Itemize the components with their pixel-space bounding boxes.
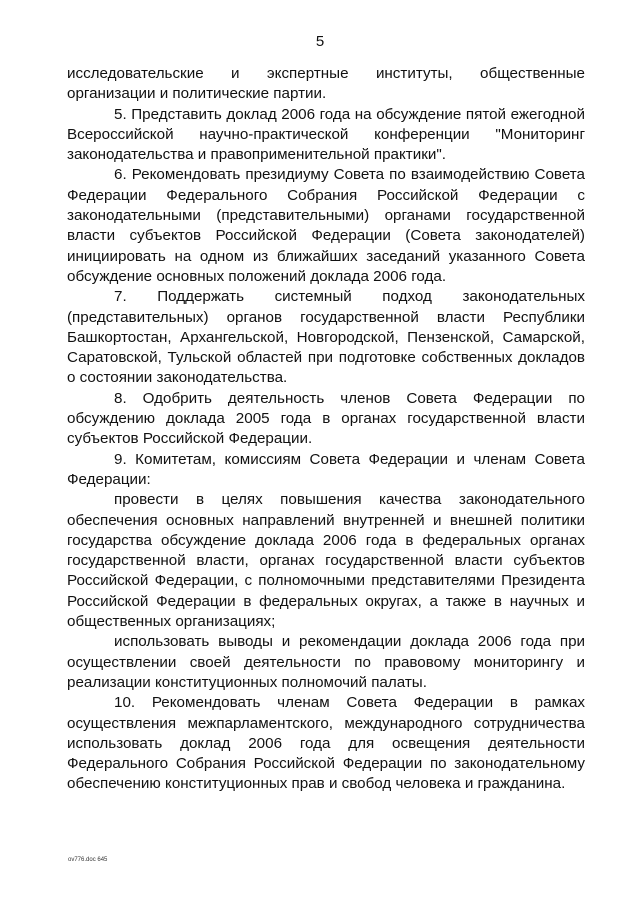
paragraph-item-10: 10. Рекомендовать членам Совета Федерации в рамках осуществления межпарламентского, международного сотрудничества использовать доклад 2006 года для освещения деятельности Федерального Собрания Российской Федерации по законодательному обеспечению конституционных прав и свобод человека и гражданина. <box>67 694 585 793</box>
paragraph-item-6: 6. Рекомендовать президиуму Совета по взаимодействию Совета Федерации Федерального Собрания Российской Федерации с законодательными (представительными) органами государственной власти субъектов Российской Федерации (Совета законодателей) инициировать на одном из ближайших заседаний указанного Совета обсуждение основных положений доклада 2006 года. <box>67 166 585 285</box>
document-footer: ov776.doc 645 <box>68 857 108 863</box>
paragraph-item-9: 9. Комитетам, комиссиям Совета Федерации и членам Совета Федерации: <box>67 450 585 488</box>
paragraph-item-9-sub-1: провести в целях повышения качества законодательного обеспечения основных направлений внутренней и внешней политики государства обсуждение доклада 2006 года в федеральных органах государственной власти, органах государственной власти субъектов Российской Федерации, с полномочными представителями Президента Российской Федерации в федеральных округах, а также в научных и общественных организациях; <box>67 491 585 631</box>
paragraph-item-7: 7. Поддержать системный подход законодательных (представительных) органов государственной власти Республики Башкортостан, Архангельской, Новгородской, Пензенской, Самарской, Саратовской, Тульской областей при подготовке собственных докладов о состоянии законодательства. <box>67 288 585 387</box>
paragraph-item-5: 5. Представить доклад 2006 года на обсуждение пятой ежегодной Всероссийской научно-практической конференции "Мониторинг законодательства и правоприменительной практики". <box>67 105 585 164</box>
document-body <box>67 64 585 795</box>
paragraph-continuation: исследовательские и экспертные институты, общественные организации и политические партии. <box>67 65 585 103</box>
page-number: 5 <box>315 33 325 50</box>
paragraph-item-9-sub-2: использовать выводы и рекомендации доклада 2006 года при осуществлении своей деятельности по правовому мониторингу и реализации конституционных полномочий палаты. <box>67 633 585 691</box>
paragraph-item-8: 8. Одобрить деятельность членов Совета Федерации по обсуждению доклада 2005 года в органах государственной власти субъектов Российской Федерации. <box>67 389 585 448</box>
